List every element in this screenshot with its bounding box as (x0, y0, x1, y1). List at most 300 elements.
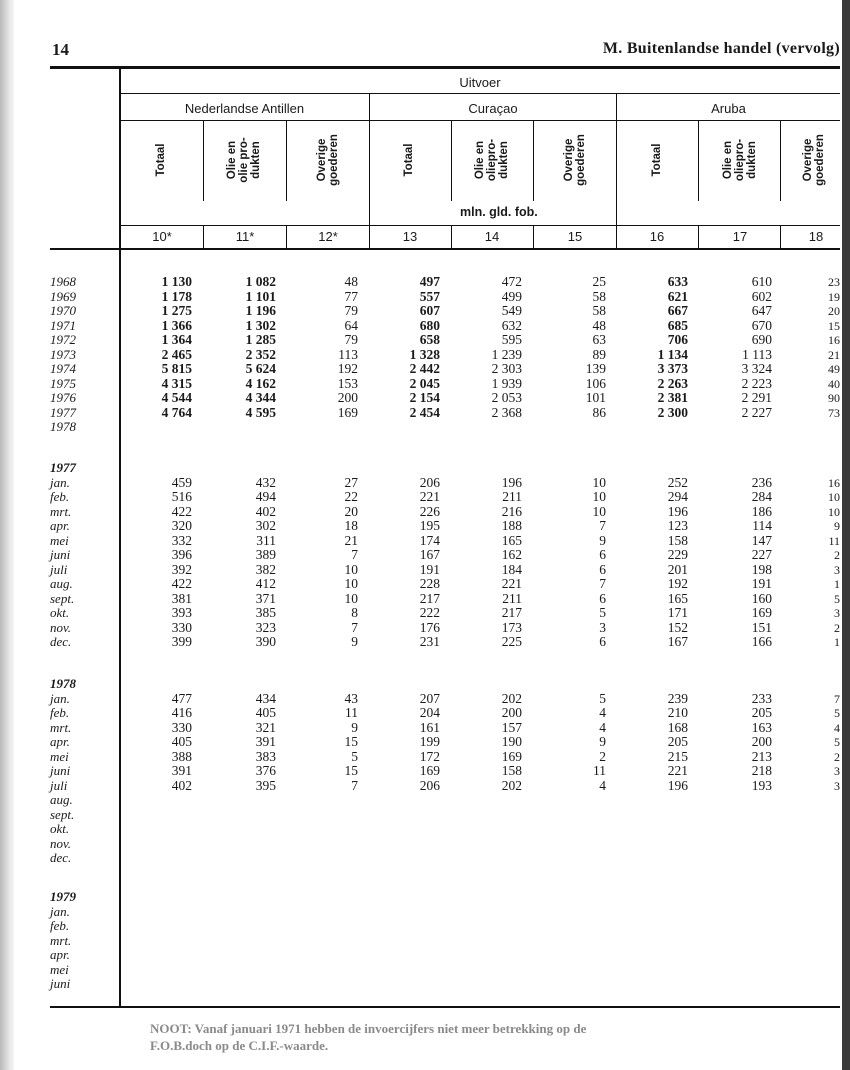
table-cell: 147 (751, 532, 772, 548)
table-cell: 4 162 (245, 375, 276, 391)
table-cell: 151 (751, 619, 772, 635)
row-label: 1977 (50, 460, 76, 475)
table-cell: 4 764 (161, 404, 192, 420)
table-cell: 195 (419, 518, 440, 533)
table-cell-cut: 73 (828, 405, 840, 420)
table-cell: 2 303 (491, 361, 522, 376)
table-cell: 4 (599, 719, 606, 735)
row-label: 1976 (50, 390, 76, 405)
column-label: Overige goederen (802, 134, 826, 186)
table-cell: 2 368 (491, 404, 522, 420)
table-cell: 670 (751, 317, 772, 333)
row-label: mrt. (50, 719, 72, 735)
table-cell: 204 (419, 705, 440, 720)
table-cell-cut: 1 (834, 635, 840, 649)
table-cell: 64 (344, 317, 358, 333)
row-label: 1971 (50, 317, 76, 333)
row-label: mei (50, 532, 69, 548)
table-cell-cut: 5 (834, 591, 840, 606)
table-cell: 2 154 (409, 390, 440, 405)
table-cell: 2 381 (657, 390, 688, 405)
column-number: 12* (318, 229, 338, 244)
column-number: 18 (808, 229, 824, 244)
table-cell: 152 (667, 619, 688, 635)
col-divider (203, 121, 204, 201)
table-cell: 2 454 (409, 404, 440, 420)
col-divider (451, 121, 452, 201)
table-cell: 89 (592, 346, 606, 362)
row-label: apr. (50, 947, 70, 962)
table-cell: 472 (501, 274, 522, 289)
table-cell: 173 (501, 619, 522, 635)
column-number: 13 (402, 229, 418, 244)
table-cell-cut: 3 (834, 764, 840, 778)
table-cell: 5 (351, 748, 358, 764)
row-label: nov. (50, 619, 72, 635)
table-cell: 680 (419, 317, 440, 333)
row-label: juni (50, 976, 71, 991)
table-cell: 210 (667, 705, 688, 720)
table-cell: 382 (255, 561, 276, 577)
column-number: 17 (732, 229, 748, 244)
table-cell-cut: 3 (834, 778, 840, 793)
row-label: juni (50, 547, 71, 562)
table-cell: 422 (171, 576, 192, 591)
group-divider-2 (616, 94, 617, 248)
table-cell: 323 (255, 619, 276, 635)
table-cell: 311 (256, 532, 276, 548)
table-cell: 86 (592, 404, 606, 420)
table-cell-cut: 23 (828, 275, 840, 289)
table-cell: 9 (351, 634, 358, 649)
column-label: Totaal (403, 143, 415, 177)
table-cell: 196 (501, 474, 522, 490)
group-divider-1 (369, 94, 370, 248)
table-cell: 21 (344, 532, 358, 548)
table-cell: 217 (419, 590, 440, 606)
table-cell: 153 (337, 375, 358, 391)
table-cell: 190 (501, 734, 522, 749)
table-cell: 10 (592, 489, 606, 504)
table-cell: 390 (255, 634, 276, 649)
row-label: sept. (50, 590, 75, 606)
table-cell: 169 (501, 748, 522, 764)
table-cell: 2 053 (491, 390, 522, 405)
table-cell: 221 (667, 763, 688, 778)
row-label: mrt. (50, 503, 72, 519)
table-cell: 218 (751, 763, 772, 778)
table-cell: 1 939 (491, 375, 522, 391)
table-cell: 48 (344, 274, 358, 289)
column-number: 14 (484, 229, 500, 244)
table-cell: 8 (351, 605, 358, 620)
column-number: 15 (567, 229, 583, 244)
row-label: 1977 (50, 404, 76, 420)
table-cell: 412 (255, 576, 276, 591)
table-cell: 200 (337, 390, 358, 405)
table-cell: 294 (667, 489, 688, 504)
table-cell-cut: 16 (828, 475, 840, 490)
table-cell: 6 (599, 547, 606, 562)
table-cell: 1 328 (409, 346, 440, 362)
row-label: 1974 (50, 361, 76, 376)
row-label: feb. (50, 489, 70, 504)
table-cell-cut: 90 (828, 391, 840, 405)
table-cell-cut: 10 (828, 504, 840, 519)
row-label: aug. (50, 576, 73, 591)
stub-divider (119, 68, 121, 1008)
table-cell: 168 (667, 719, 688, 735)
table-cell: 4 344 (245, 390, 276, 405)
row-label: 1973 (50, 346, 76, 362)
table-cell: 321 (255, 719, 276, 735)
table-cell: 320 (171, 518, 192, 533)
table-cell: 416 (171, 705, 192, 720)
colno-divider (533, 226, 534, 248)
table-cell: 227 (751, 547, 772, 562)
table-cell: 10 (592, 503, 606, 519)
table-cell: 332 (171, 532, 192, 548)
table-cell: 22 (344, 489, 358, 504)
table-cell: 685 (667, 317, 688, 333)
table-cell: 174 (419, 532, 440, 548)
row-label: juli (50, 561, 68, 577)
table-cell: 2 223 (741, 375, 772, 391)
table-cell: 516 (171, 489, 192, 504)
table-cell: 162 (501, 547, 522, 562)
row-label: dec. (50, 850, 72, 865)
table-cell: 160 (751, 590, 772, 606)
table-cell: 1 239 (491, 346, 522, 362)
page-number: 14 (52, 40, 69, 59)
row-label: 1975 (50, 375, 76, 391)
table-cell: 1 302 (245, 317, 276, 333)
table-cell-cut: 3 (834, 562, 840, 577)
table-cell: 6 (599, 590, 606, 606)
page-right-edge (842, 0, 850, 1070)
uitvoer-rule (120, 93, 840, 94)
table-cell: 10 (592, 474, 606, 490)
table-cell: 405 (255, 705, 276, 720)
table-cell: 229 (667, 547, 688, 562)
table-cell: 165 (501, 532, 522, 548)
table-cell: 2 (599, 748, 606, 764)
table-cell-cut: 20 (828, 304, 840, 318)
table-cell: 27 (344, 474, 358, 490)
table-cell-cut: 4 (834, 720, 840, 735)
table-cell: 494 (255, 489, 276, 504)
row-label: sept. (50, 806, 75, 822)
table-cell: 667 (667, 303, 688, 318)
table-cell: 172 (419, 748, 440, 764)
column-label: Totaal (651, 143, 663, 177)
table-cell: 7 (351, 777, 358, 793)
table-cell: 690 (751, 332, 772, 347)
row-label: 1979 (50, 889, 76, 904)
table-cell: 284 (751, 489, 772, 504)
table-cell-cut: 2 (834, 749, 840, 764)
table-cell: 63 (592, 332, 606, 347)
section-title: M. Buitenlandse handel (vervolg) (602, 40, 840, 57)
table-cell: 10 (344, 576, 358, 591)
table-cell: 610 (751, 274, 772, 289)
column-label: Overige goederen (563, 134, 587, 186)
table-cell: 9 (599, 532, 606, 548)
table-cell: 211 (502, 489, 522, 504)
table-cell: 192 (337, 361, 358, 376)
table-cell: 1 366 (161, 317, 192, 333)
row-label: 1978 (50, 419, 76, 434)
row-label: feb. (50, 918, 70, 933)
table-cell: 9 (351, 719, 358, 735)
table-cell-cut: 19 (828, 289, 840, 304)
row-label: mei (50, 748, 69, 764)
table-cell: 9 (599, 734, 606, 749)
table-cell: 647 (751, 303, 772, 318)
table-cell: 199 (419, 734, 440, 749)
group-heading-aruba: Aruba (711, 101, 746, 116)
table-cell: 192 (667, 576, 688, 591)
column-number: 10* (152, 229, 172, 244)
column-label: Olie en oliepro- dukten (474, 138, 510, 182)
table-cell: 106 (585, 375, 606, 391)
row-label: okt. (50, 605, 70, 620)
table-cell: 706 (667, 332, 688, 347)
colno-divider (286, 226, 287, 248)
table-cell: 376 (255, 763, 276, 778)
table-cell: 632 (501, 317, 522, 333)
table-cell: 602 (751, 288, 772, 304)
table-cell: 10 (344, 561, 358, 577)
table-cell: 163 (751, 719, 772, 735)
table-cell-cut: 1 (834, 577, 840, 591)
footnote-text: NOOT: Vanaf januari 1971 hebben de invoercijfers niet meer betrekking op de F.O.B.doch op de C.I.F.-waarde. (150, 1021, 587, 1053)
table-cell: 5 (599, 605, 606, 620)
table-cell: 1 196 (245, 303, 276, 318)
table-cell: 6 (599, 561, 606, 577)
table-cell: 330 (171, 619, 192, 635)
table-cell: 123 (667, 518, 688, 533)
table-cell: 200 (751, 734, 772, 749)
table-cell: 231 (419, 634, 440, 649)
table-cell-cut: 5 (834, 706, 840, 720)
row-label: okt. (50, 821, 70, 836)
row-label: mrt. (50, 932, 72, 948)
table-cell: 396 (171, 547, 192, 562)
col-divider (533, 121, 534, 201)
footnote (150, 1020, 586, 1054)
table-cell: 3 (599, 619, 606, 635)
table-cell: 5 (599, 690, 606, 706)
table-cell: 2 442 (409, 361, 440, 376)
table-cell: 169 (419, 763, 440, 778)
table-cell: 161 (419, 719, 440, 735)
table-cell: 432 (255, 474, 276, 490)
table-cell: 202 (501, 690, 522, 706)
colno-rule-bottom (50, 248, 840, 250)
table-cell: 239 (667, 690, 688, 706)
table-cell: 79 (344, 303, 358, 318)
table-cell: 395 (255, 777, 276, 793)
group-heading-nederlandse-antillen: Nederlandse Antillen (184, 101, 305, 116)
table-cell: 101 (585, 390, 606, 405)
table-cell: 391 (255, 734, 276, 749)
table-cell: 5 815 (161, 361, 192, 376)
table-cell: 216 (501, 503, 522, 519)
table-cell-cut: 2 (834, 548, 840, 562)
table-cell: 7 (599, 518, 606, 533)
row-label: nov. (50, 835, 72, 851)
column-label: Olie en olie pro- dukten (226, 137, 262, 183)
table-cell: 113 (338, 346, 358, 362)
uitvoer-heading: Uitvoer (459, 75, 501, 90)
table-cell: 633 (667, 274, 688, 289)
row-label: 1969 (50, 288, 76, 304)
top-rule (50, 66, 840, 69)
unit-label: mln. gld. fob. (460, 205, 538, 219)
row-label: 1972 (50, 332, 76, 347)
table-cell-cut: 9 (834, 519, 840, 533)
row-label: apr. (50, 518, 70, 533)
table-cell: 252 (667, 474, 688, 490)
table-cell: 225 (501, 634, 522, 649)
table-cell-cut: 3 (834, 606, 840, 620)
row-label: dec. (50, 634, 72, 649)
table-cell: 2 045 (409, 375, 440, 391)
row-label: 1970 (50, 303, 76, 318)
table-cell: 2 291 (741, 390, 772, 405)
table-cell-cut: 40 (828, 376, 840, 391)
table-cell: 385 (255, 605, 276, 620)
table-cell: 595 (501, 332, 522, 347)
table-cell-cut: 11 (828, 533, 840, 548)
table-cell: 193 (751, 777, 772, 793)
table-cell: 5 624 (245, 361, 276, 376)
table-cell: 79 (344, 332, 358, 347)
table-cell: 1 275 (161, 303, 192, 318)
table-cell: 2 352 (245, 346, 276, 362)
table-cell: 4 544 (161, 390, 192, 405)
col-divider (698, 121, 699, 201)
table-cell: 10 (344, 590, 358, 606)
table-cell: 166 (751, 634, 772, 649)
table-cell: 196 (667, 503, 688, 519)
column-label: Olie en oliepro- dukten (722, 138, 758, 182)
table-cell: 557 (419, 288, 440, 304)
table-cell-cut: 10 (828, 490, 840, 504)
table-cell: 1 364 (161, 332, 192, 347)
table-cell: 2 300 (657, 404, 688, 420)
table-cell: 383 (255, 748, 276, 764)
table-cell: 399 (171, 634, 192, 649)
table-cell: 196 (667, 777, 688, 793)
table-cell: 205 (751, 705, 772, 720)
table-cell: 371 (255, 590, 276, 606)
table-cell: 1 285 (245, 332, 276, 347)
table-cell: 191 (751, 576, 772, 591)
colno-rule-top (120, 225, 840, 226)
table-cell: 2 263 (657, 375, 688, 391)
table-cell: 58 (592, 303, 606, 318)
row-label: jan. (50, 903, 70, 919)
table-cell: 186 (751, 503, 772, 519)
bottom-rule (50, 1006, 840, 1008)
table-cell: 217 (501, 605, 522, 620)
table-cell-cut: 49 (828, 362, 840, 376)
table-cell: 434 (255, 690, 276, 706)
table-cell: 213 (751, 748, 772, 764)
table-cell: 184 (501, 561, 522, 577)
table-cell: 48 (592, 317, 606, 333)
row-label: feb. (50, 705, 70, 720)
table-cell: 206 (419, 777, 440, 793)
table-cell: 477 (171, 690, 192, 706)
table-cell: 497 (419, 274, 440, 289)
colno-divider (698, 226, 699, 248)
table-cell: 43 (344, 690, 358, 706)
table-cell: 228 (419, 576, 440, 591)
group-heading-curacao: Curaçao (468, 101, 518, 116)
table-cell: 7 (599, 576, 606, 591)
table-cell: 1 113 (742, 346, 772, 362)
colno-divider (451, 226, 452, 248)
table-cell-cut: 21 (828, 347, 840, 362)
table-cell: 621 (667, 288, 688, 304)
table-cell: 20 (344, 503, 358, 519)
table-cell: 236 (751, 474, 772, 490)
table-cell: 4 595 (245, 404, 276, 420)
table-cell: 499 (501, 288, 522, 304)
table-cell: 402 (171, 777, 192, 793)
table-cell: 459 (171, 474, 192, 490)
row-label: juni (50, 763, 71, 778)
table-cell: 1 082 (245, 274, 276, 289)
table-cell: 165 (667, 590, 688, 606)
table-cell-cut: 15 (828, 318, 840, 333)
table-cell: 393 (171, 605, 192, 620)
table-cell: 169 (751, 605, 772, 620)
row-label: jan. (50, 690, 70, 706)
table-cell-cut: 16 (828, 333, 840, 347)
table-cell: 15 (344, 734, 358, 749)
table-cell: 11 (593, 763, 606, 778)
table-cell: 222 (419, 605, 440, 620)
table-cell: 198 (751, 561, 772, 577)
table-cell: 215 (667, 748, 688, 764)
table-cell: 201 (667, 561, 688, 577)
row-label: apr. (50, 734, 70, 749)
table-cell: 139 (585, 361, 606, 376)
table-cell: 18 (344, 518, 358, 533)
table-cell: 389 (255, 547, 276, 562)
row-label: mei (50, 961, 69, 977)
table-cell: 221 (419, 489, 440, 504)
table-cell: 11 (345, 705, 358, 720)
table-cell: 391 (171, 763, 192, 778)
table-cell: 207 (419, 690, 440, 706)
column-number: 16 (649, 229, 665, 244)
table-cell: 211 (502, 590, 522, 606)
table-cell: 388 (171, 748, 192, 764)
table-cell: 7 (351, 547, 358, 562)
col-divider (286, 121, 287, 201)
table-cell: 157 (501, 719, 522, 735)
table-cell: 6 (599, 634, 606, 649)
row-label: 1978 (50, 676, 76, 691)
table-cell: 1 101 (245, 288, 276, 304)
column-number: 11* (235, 229, 255, 244)
table-cell: 77 (344, 288, 358, 304)
